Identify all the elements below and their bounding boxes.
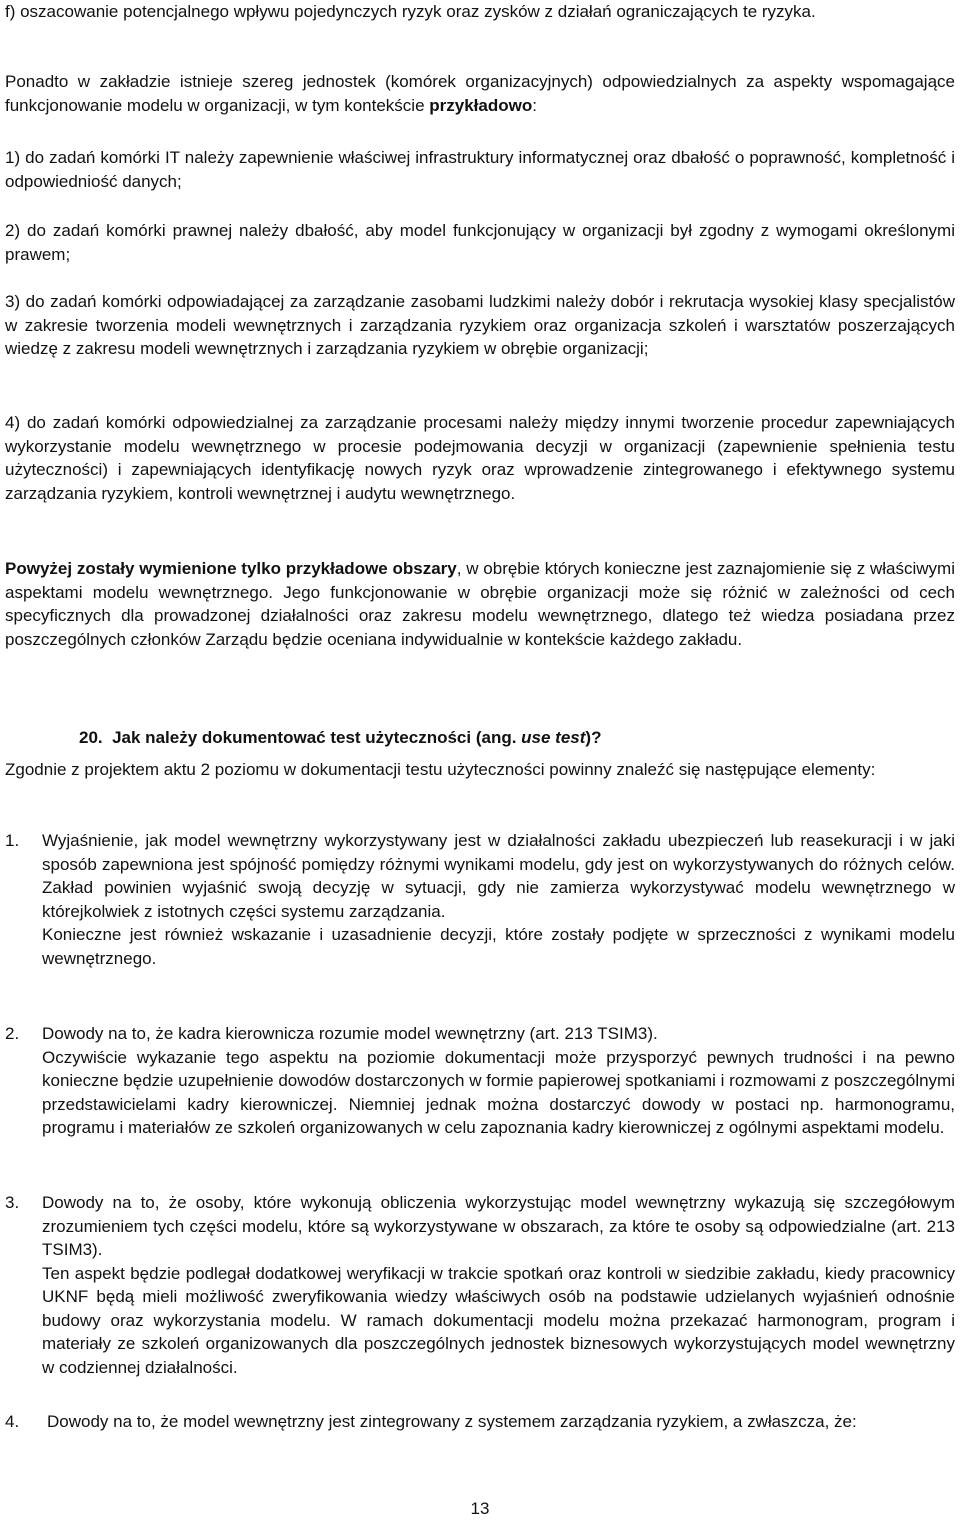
question-text: Jak należy dokumentować test użyteczności (ang. — [112, 728, 522, 747]
list-item-body — [42, 829, 955, 970]
list-number: 3. — [5, 1193, 20, 1212]
summary-bold: Powyżej zostały wymienione tylko przykładowe obszary — [5, 559, 457, 578]
list-item-paragraph: Konieczne jest również wskazanie i uzasadnienie decyzji, które zostały podjęte w sprzeczności z wynikami modelu wewnętrznego. — [42, 925, 955, 968]
list-item-paragraph: Ten aspekt będzie podlegał dodatkowej weryfikacji w trakcie spotkań oraz kontroli w siedzibie zakładu, kiedy pracownicy UKNF będą mieli możliwość zweryfikowania wiedzy właściwych osób na podstawie udzielanych wyjaśnień odnośnie budowy oraz wykorzystania modelu. W ramach dokumentacji modelu można przekazać harmonogram, program i materiały ze szkoleń organizowanych dla poszczególnych jednostek biznesowych wykorzystujących model wewnętrzny w codziennej działalności. — [42, 1263, 955, 1377]
list-item-paragraph: Dowody na to, że kadra kierownicza rozumie model wewnętrzny (art. 213 TSIM3). — [42, 1024, 658, 1043]
list-number: 2. — [5, 1024, 20, 1043]
list-item-paragraph: Dowody na to, że model wewnętrzny jest zintegrowany z systemem zarządzania ryzykiem, a zwłaszcza, że: — [47, 1412, 857, 1431]
list-item-body — [47, 1410, 955, 1434]
intro-tail: : — [532, 95, 537, 115]
intro-paragraph — [5, 70, 955, 117]
list-item-f — [5, 0, 955, 24]
list-item-body — [42, 1022, 955, 1140]
list-item-paragraph: Wyjaśnienie, jak model wewnętrzny wykorzystywany jest w działalności zakładu ubezpieczeń lub reasekuracji i w jaki sposób zapewniona jest spójność pomiędzy różnymi wynikami modelu, gdy jest on wykorzystywanych do różnych celów. Zakład powinien wyjaśnić swoją decyzję w sytuacji, gdy nie zamierza wykorzystywać modelu wewnętrznego w którejkolwiek z istotnych części systemu zarządzania. — [42, 831, 955, 921]
list-item-body — [42, 1191, 955, 1379]
summary-text: , w obrębie których konieczne jest zaznajomienie się z właściwymi aspektami modelu wewnętrznego. Jego funkcjonowanie w obrębie organizacji może się różnić w zależności od cech specyficznych dla prowadzonej działalności oraz zakresu modelu wewnętrznego, dlatego też wiedza posiadana przez poszczególnych członków Zarządu będzie oceniana indywidualnie w kontekście każdego zakładu. — [5, 559, 955, 649]
question-number: 20. — [79, 728, 103, 747]
intro-bold: przykładowo — [429, 95, 533, 115]
point-1: 1) do zadań komórki IT należy zapewnienie właściwej infrastruktury informatycznej oraz dbałość o poprawność, kompletność i odpowiedniość danych; — [5, 148, 955, 191]
list-number: 1. — [5, 831, 20, 850]
question-heading — [79, 726, 601, 750]
question-tail: )? — [585, 728, 602, 747]
point-2: 2) do zadań komórki prawnej należy dbałość, aby model funkcjonujący w organizacji był zgodny z wymogami określonymi prawem; — [5, 221, 955, 264]
intro-text: Ponadto w zakładzie istnieje szereg jednostek (komórek organizacyjnych) odpowiedzialnych za aspekty wspomagające funkcjonowanie modelu w organizacji, w tym kontekście — [5, 72, 955, 115]
answer-intro: Zgodnie z projektem aktu 2 poziomu w dokumentacji testu użyteczności powinny znaleźć się następujące elementy: — [5, 760, 876, 779]
point-4: 4) do zadań komórki odpowiedzialnej za zarządzanie procesami należy między innymi tworzenie procedur zapewniających wykorzystanie modelu wewnętrznego w procesie podejmowania decyzji w organizacji (zapewnienie spełnienia testu użyteczności) i zapewniających identyfikację nowych ryzyk oraz wprowadzenie zintegrowanego i efektywnego systemu zarządzania ryzykiem, kontroli wewnętrznej i audytu wewnętrznego. — [5, 413, 955, 503]
summary-paragraph — [5, 557, 955, 651]
list-item-paragraph: Oczywiście wykazanie tego aspektu na poziomie dokumentacji może przysporzyć pewnych trudności i na pewno konieczne będzie uzupełnienie dowodów dostarczonych w formie papierowej spotkaniami i rozmowami z poszczególnymi przedstawicielami kadry kierowniczej. Niemniej jednak można dostarczyć dowody w postaci np. harmonogramu, programu i materiałów ze szkoleń organizowanych w celu zapoznania kadry kierowniczej z ogólnymi aspektami modelu. — [42, 1047, 955, 1137]
list-number: 4. — [5, 1412, 20, 1431]
point-3: 3) do zadań komórki odpowiadającej za zarządzanie zasobami ludzkimi należy dobór i rekrutacja wysokiej klasy specjalistów w zakresie tworzenia modeli wewnętrznych i zarządzania ryzykiem oraz organizacja szkoleń i warsztatów poszerzających wiedzę z zakresu modeli wewnętrznych i zarządzania ryzykiem w obrębie organizacji; — [5, 292, 955, 358]
question-italic: use test — [521, 728, 586, 747]
list-item-paragraph: Dowody na to, że osoby, które wykonują obliczenia wykorzystując model wewnętrzny wykazują się szczegółowym zrozumieniem tych części modelu, które są wykorzystywane w obszarach, za które te osoby są odpowiedzialne (art. 213 TSIM3). — [42, 1193, 955, 1259]
list-item-f-text: f) oszacowanie potencjalnego wpływu pojedynczych ryzyk oraz zysków z działań ograniczających te ryzyka. — [5, 2, 816, 21]
page-number: 13 — [470, 1499, 490, 1518]
